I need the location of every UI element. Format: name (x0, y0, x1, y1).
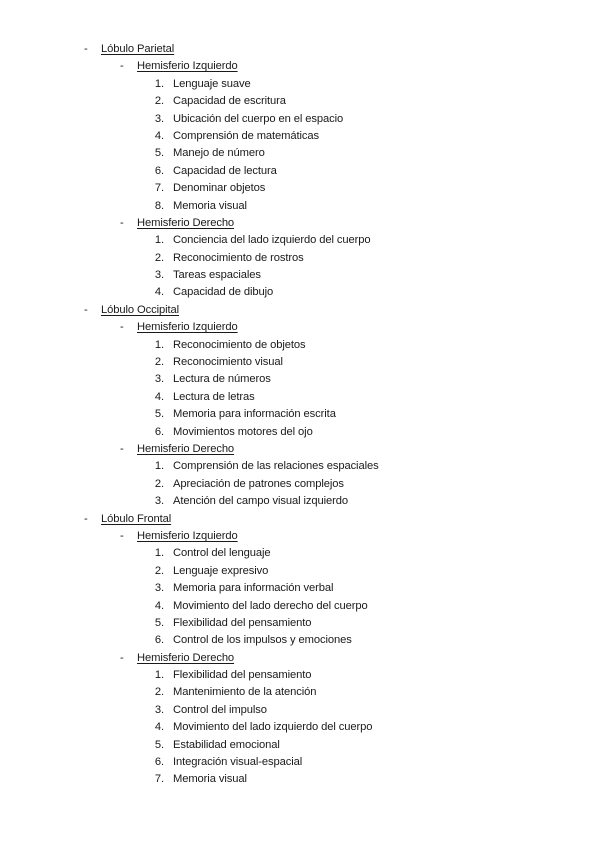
list-item (0, 580, 600, 597)
list-number: 3. (154, 269, 164, 282)
list-item (0, 719, 600, 736)
dash-bullet: - (84, 303, 88, 316)
hemisphere-title: Hemisferio Derecho (137, 216, 235, 229)
list-item-text: Conciencia del lado izquierdo del cuerpo (173, 234, 371, 247)
list-number: 5. (154, 738, 164, 751)
list-item-text: Lenguaje expresivo (173, 564, 269, 577)
lobe-title: Lóbulo Occipital (101, 303, 180, 316)
dash-bullet: - (84, 512, 88, 525)
list-item-text: Atención del campo visual izquierdo (173, 495, 348, 508)
dash-bullet: - (120, 60, 124, 73)
list-item (0, 371, 600, 388)
list-item-text: Control de los impulsos y emociones (173, 634, 352, 647)
list-item-text: Integración visual-espacial (173, 756, 303, 769)
list-item (0, 389, 600, 406)
dash-bullet: - (120, 321, 124, 334)
list-number: 5. (154, 147, 164, 160)
list-item (0, 111, 600, 128)
list-number: 7. (154, 182, 164, 195)
list-number: 1. (154, 460, 164, 473)
list-item-text: Memoria para información escrita (173, 408, 336, 421)
list-item (0, 93, 600, 110)
list-item-text: Reconocimiento de objetos (173, 338, 306, 351)
list-item (0, 667, 600, 684)
list-number: 4. (154, 286, 164, 299)
list-number: 6. (154, 425, 164, 438)
dash-bullet: - (120, 216, 124, 229)
list-item-text: Estabilidad emocional (173, 738, 280, 751)
list-number: 4. (154, 129, 164, 142)
list-item (0, 267, 600, 284)
list-item-text: Flexibilidad del pensamiento (173, 669, 312, 682)
list-item (0, 284, 600, 301)
list-number: 3. (154, 112, 164, 125)
hemisphere-title: Hemisferio Izquierdo (137, 321, 238, 334)
list-item-text: Control del impulso (173, 703, 267, 716)
list-item-text: Memoria visual (173, 773, 247, 786)
list-item (0, 163, 600, 180)
list-item-text: Manejo de número (173, 147, 265, 160)
list-item-text: Mantenimiento de la atención (173, 686, 317, 699)
list-item-text: Tareas espaciales (173, 269, 261, 282)
list-number: 6. (154, 634, 164, 647)
hemisphere-heading-lobulo-parietal-hemisferio-izquierdo (0, 58, 600, 75)
list-item (0, 424, 600, 441)
list-number: 4. (154, 599, 164, 612)
hemisphere-heading-lobulo-occipital-hemisferio-derecho (0, 441, 600, 458)
list-item (0, 250, 600, 267)
list-number: 2. (154, 477, 164, 490)
list-number: 1. (154, 338, 164, 351)
dash-bullet: - (84, 43, 88, 55)
list-number: 3. (154, 373, 164, 386)
list-item (0, 598, 600, 615)
list-number: 3. (154, 582, 164, 595)
list-item-text: Flexibilidad del pensamiento (173, 616, 312, 629)
list-number: 3. (154, 495, 164, 508)
list-item (0, 702, 600, 719)
list-item-text: Capacidad de lectura (173, 164, 277, 177)
list-number: 2. (154, 686, 164, 699)
list-item-text: Apreciación de patrones complejos (173, 477, 344, 490)
list-number: 5. (154, 616, 164, 629)
list-item-text: Movimiento del lado derecho del cuerpo (173, 599, 368, 612)
list-item (0, 684, 600, 701)
list-item-text: Movimientos motores del ojo (173, 425, 313, 438)
list-item (0, 632, 600, 649)
hemisphere-heading-lobulo-frontal-hemisferio-izquierdo (0, 528, 600, 545)
list-item (0, 493, 600, 510)
list-item-text: Movimiento del lado izquierdo del cuerpo (173, 721, 373, 734)
list-number: 1. (154, 669, 164, 682)
list-item (0, 754, 600, 771)
list-item (0, 337, 600, 354)
dash-bullet: - (120, 529, 124, 542)
list-item-text: Control del lenguaje (173, 547, 271, 560)
list-number: 2. (154, 356, 164, 369)
list-item (0, 563, 600, 580)
list-item (0, 615, 600, 632)
hemisphere-title: Hemisferio Izquierdo (137, 529, 238, 542)
list-item (0, 76, 600, 93)
list-item-text: Memoria visual (173, 199, 247, 212)
list-item (0, 737, 600, 754)
list-item-text: Denominar objetos (173, 182, 266, 195)
lobe-heading-lobulo-parietal (0, 41, 600, 58)
outline-document (0, 41, 600, 789)
list-item (0, 771, 600, 788)
list-number: 6. (154, 164, 164, 177)
hemisphere-title: Hemisferio Izquierdo (137, 60, 238, 73)
list-item-text: Reconocimiento de rostros (173, 251, 304, 264)
list-number: 4. (154, 390, 164, 403)
list-item-text: Capacidad de dibujo (173, 286, 274, 299)
dash-bullet: - (120, 442, 124, 455)
dash-bullet: - (120, 651, 124, 664)
list-number: 2. (154, 251, 164, 264)
list-item (0, 476, 600, 493)
list-item-text: Reconocimiento visual (173, 356, 283, 369)
list-item (0, 458, 600, 475)
list-number: 4. (154, 721, 164, 734)
list-number: 5. (154, 408, 164, 421)
list-item (0, 198, 600, 215)
list-number: 2. (154, 95, 164, 108)
lobe-heading-lobulo-occipital (0, 302, 600, 319)
list-number: 6. (154, 756, 164, 769)
list-item (0, 354, 600, 371)
list-number: 1. (154, 77, 164, 90)
list-item-text: Lenguaje suave (173, 77, 251, 90)
hemisphere-heading-lobulo-parietal-hemisferio-derecho (0, 215, 600, 232)
list-item-text: Memoria para información verbal (173, 582, 334, 595)
list-item (0, 145, 600, 162)
list-item-text: Lectura de letras (173, 390, 255, 403)
list-number: 2. (154, 564, 164, 577)
list-item (0, 128, 600, 145)
list-number: 3. (154, 703, 164, 716)
list-item-text: Ubicación del cuerpo en el espacio (173, 112, 344, 125)
hemisphere-heading-lobulo-occipital-hemisferio-izquierdo (0, 319, 600, 336)
list-number: 1. (154, 547, 164, 560)
list-item-text: Comprensión de matemáticas (173, 129, 320, 142)
list-item-text: Comprensión de las relaciones espaciales (173, 460, 379, 473)
list-item (0, 545, 600, 562)
lobe-title: Lóbulo Frontal (101, 512, 172, 525)
lobe-heading-lobulo-frontal (0, 511, 600, 528)
lobe-title: Lóbulo Parietal (101, 43, 175, 55)
list-item (0, 406, 600, 423)
list-number: 7. (154, 773, 164, 786)
list-item-text: Lectura de números (173, 373, 271, 386)
list-number: 1. (154, 234, 164, 247)
list-item (0, 180, 600, 197)
hemisphere-title: Hemisferio Derecho (137, 442, 235, 455)
hemisphere-heading-lobulo-frontal-hemisferio-derecho (0, 650, 600, 667)
list-item-text: Capacidad de escritura (173, 95, 286, 108)
list-number: 8. (154, 199, 164, 212)
hemisphere-title: Hemisferio Derecho (137, 651, 235, 664)
list-item (0, 232, 600, 249)
